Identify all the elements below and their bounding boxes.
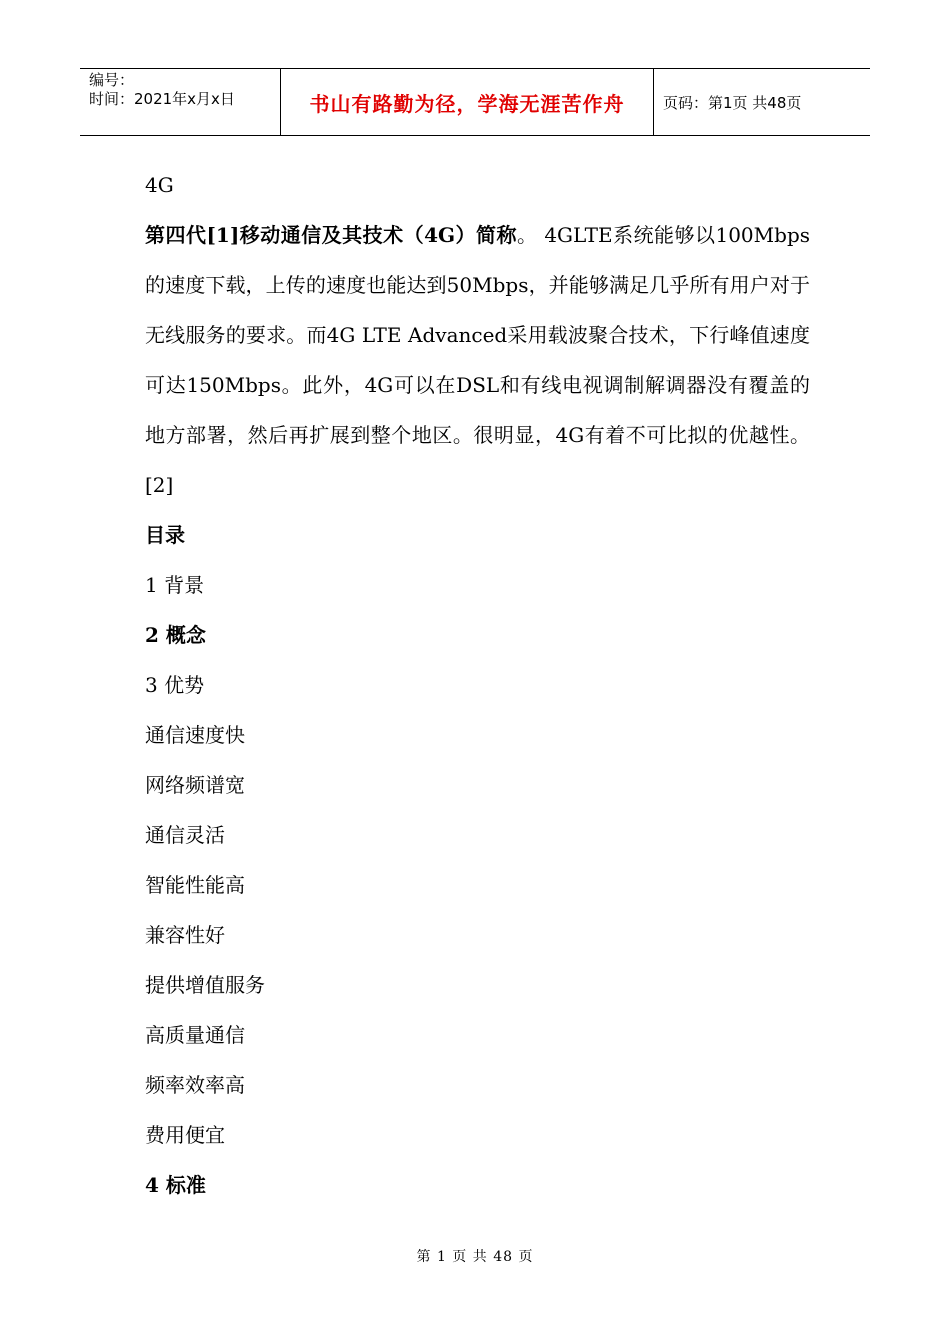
toc-item: 3 优势: [145, 673, 205, 697]
toc-item: 费用便宜: [145, 1123, 225, 1147]
toc-item: 通信速度快: [145, 723, 245, 747]
header-page-info: 页码：第1页 共48页: [663, 93, 802, 112]
toc-list: [145, 560, 810, 1210]
toc-item: 兼容性好: [145, 923, 225, 947]
toc-item: 频率效率高: [145, 1073, 245, 1097]
toc-item: 网络频谱宽: [145, 773, 245, 797]
intro-bold-lead: 第四代[1]移动通信及其技术（4G）简称: [145, 223, 517, 247]
page-footer: 第 1 页 共 48 页: [416, 1249, 534, 1265]
document-body: [145, 160, 810, 1210]
toc-item: 智能性能高: [145, 873, 245, 897]
time-label: 时间：2021年x月x日: [89, 90, 235, 108]
header-motto: 书山有路勤为径，学海无涯苦作舟: [281, 69, 654, 135]
toc-item: 4 标准: [145, 1173, 206, 1197]
toc-item: 1 背景: [145, 573, 205, 597]
toc-item: 通信灵活: [145, 823, 225, 847]
toc-item: 提供增值服务: [145, 973, 265, 997]
intro-paragraph: [145, 210, 810, 510]
code-label: 编号：: [89, 71, 135, 89]
toc-item: 2 概念: [145, 623, 206, 647]
header-meta: [80, 69, 281, 135]
toc-item: 高质量通信: [145, 1023, 245, 1047]
toc-heading: 目录: [145, 523, 185, 547]
document-title: 4G: [145, 173, 174, 197]
page-header: [80, 68, 870, 136]
intro-text: 。 4GLTE系统能够以100Mbps的速度下载，上传的速度也能达到50Mbps，并能够满足几乎所有用户对于无线服务的要求。而4G LTE Advanced采用载波聚合技术，下行峰值速度可达150Mbps。此外，4G可以在DSL和有线电视调制解调器没有覆盖的地方部署，然后再扩展到整个地区。很明显，4G有着不可比拟的优越性。[2]: [145, 223, 811, 497]
